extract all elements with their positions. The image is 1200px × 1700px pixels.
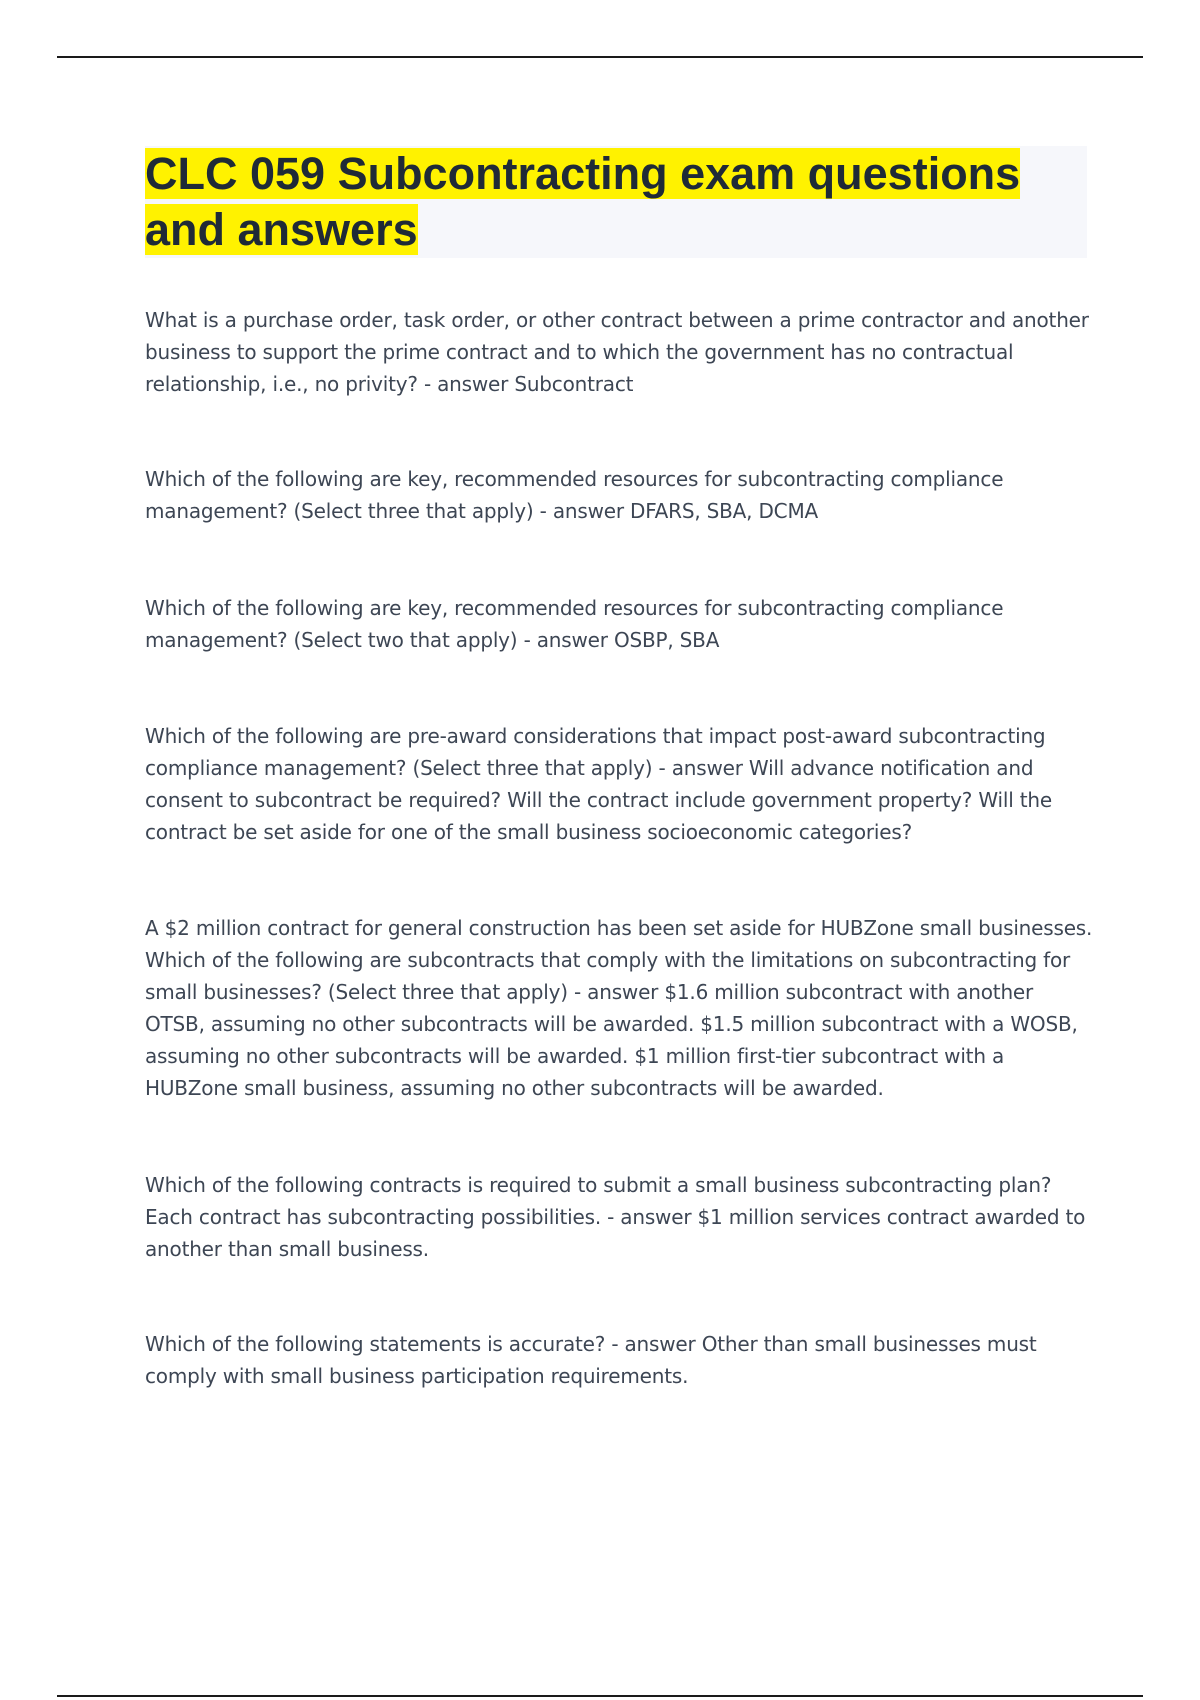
qa-item-7: Which of the following statements is accurate? - answer Other than small businesses must comply with small business participation requirements.: [145, 1332, 1037, 1388]
title-block: [145, 146, 1087, 258]
qa-item-5: A $2 million contract for general construction has been set aside for HUBZone small businesses. Which of the following are subcontracts that comply with the limitations on subcontracting for small businesses? (Select three that apply) - answer $1.6 million subcontract with another OTSB, assuming no other subcontracts will be awarded. $1.5 million subcontract with a WOSB, assuming no other subcontracts will be awarded. $1 million first-tier subcontract with a HUBZone small business, assuming no other subcontracts will be awarded.: [145, 916, 1093, 1100]
qa-item-3: Which of the following are key, recommended resources for subcontracting compliance management? (Select two that apply) - answer OSBP, SBA: [145, 596, 1004, 652]
page-title: [145, 146, 1087, 258]
qa-item-2: Which of the following are key, recommended resources for subcontracting compliance management? (Select three that apply) - answer DFARS, SBA, DCMA: [145, 467, 1004, 523]
qa-item-4: Which of the following are pre-award considerations that impact post-award subcontracting compliance management? (Select three that apply) - answer Will advance notification and consent to subcontract be required? Will the contract include government property? Will the contract be set aside for one of the small business socioeconomic categories?: [145, 724, 1052, 844]
top-rule: [57, 56, 1143, 58]
qa-item-6: Which of the following contracts is required to submit a small business subcontracting plan? Each contract has subcontracting possibilities. - answer $1 million services contract awarded to another than small business.: [145, 1173, 1086, 1261]
qa-item-1: What is a purchase order, task order, or other contract between a prime contractor and another business to support the prime contract and to which the government has no contractual relationship, i.e., no privity? - answer Subcontract: [145, 308, 1089, 396]
bottom-rule: [57, 1695, 1143, 1697]
page-title-highlight: CLC 059 Subcontracting exam questions and answers: [145, 148, 1021, 255]
